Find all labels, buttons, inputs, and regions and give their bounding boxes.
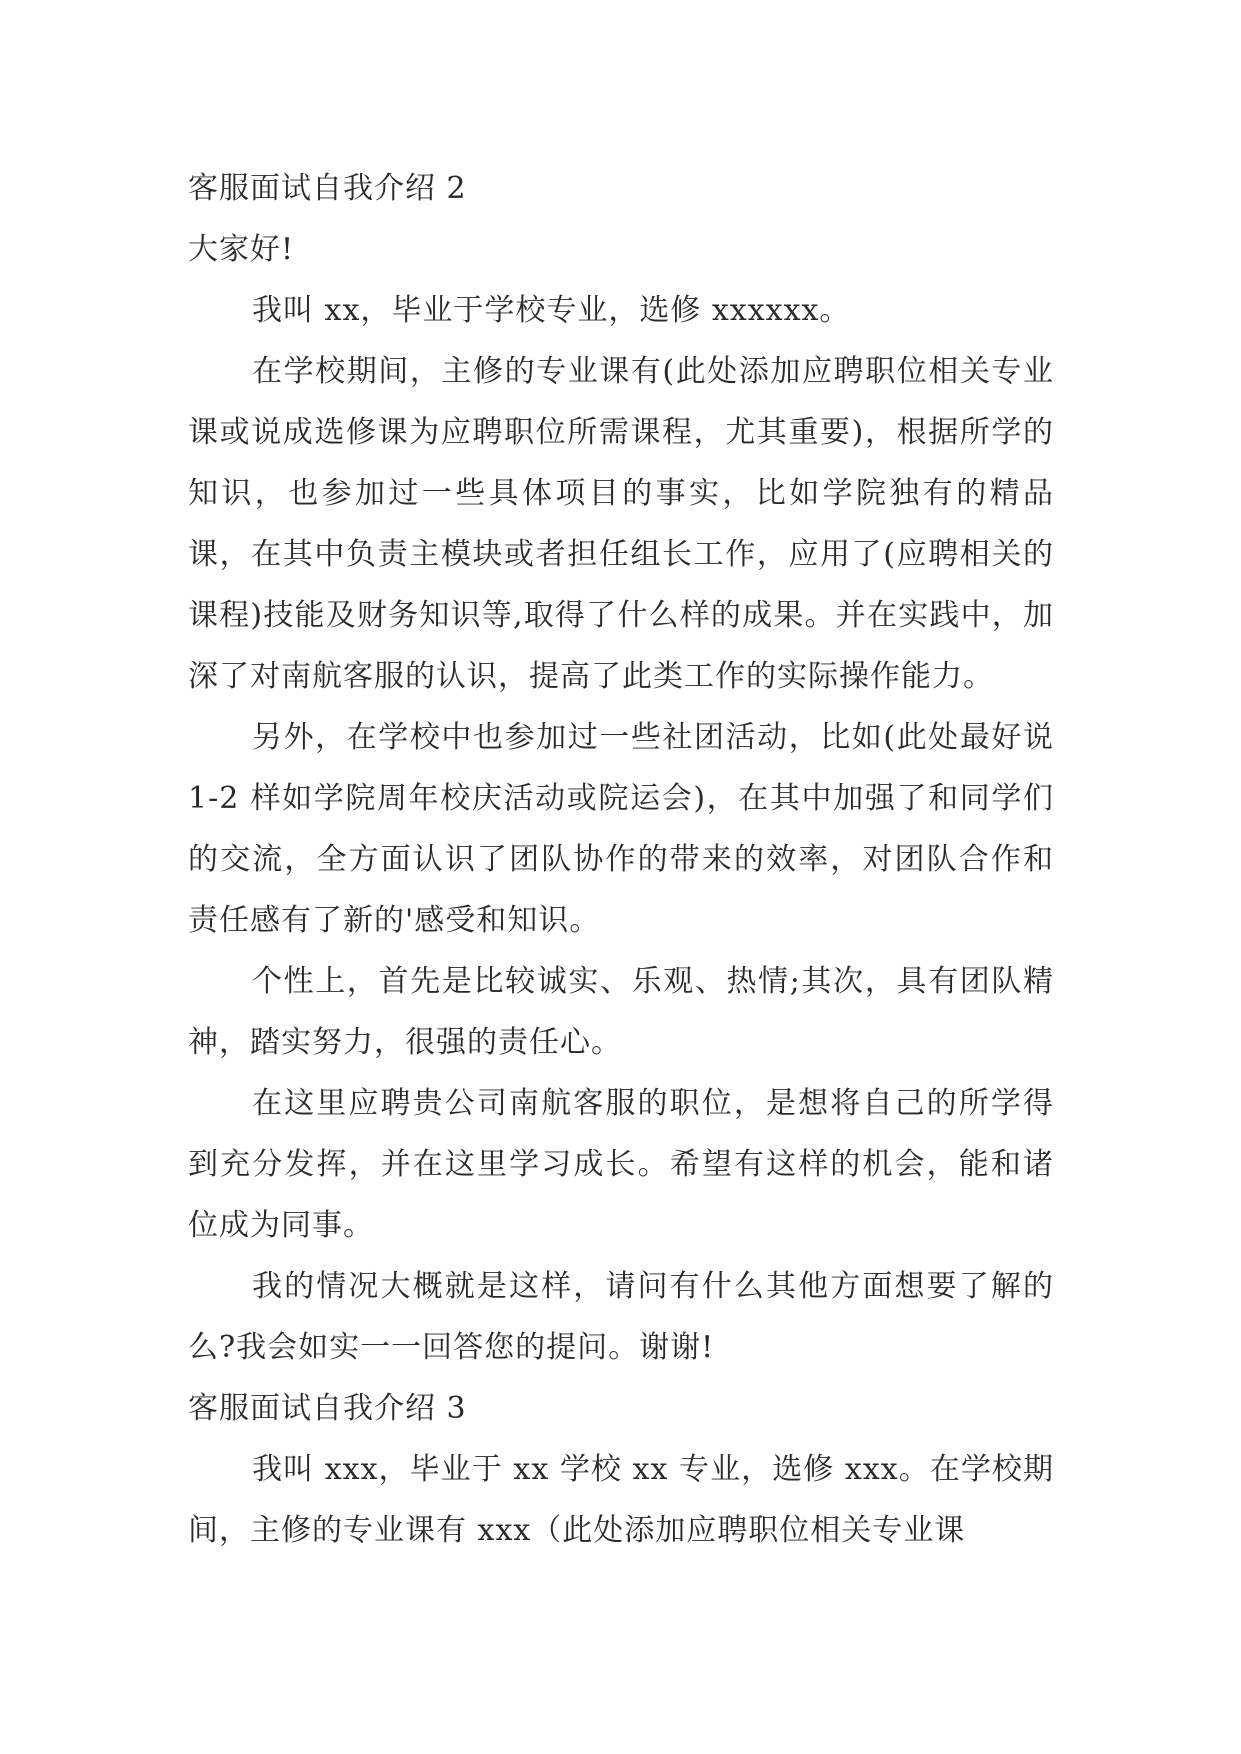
paragraph-activities: 另外，在学校中也参加过一些社团活动，比如(此处最好说 1-2 样如学院周年校庆活动或院运会)，在其中加强了和同学们的交流，全方面认识了团队协作的带来的效率，对团队合作和责任感有了新的'感受和知识。 bbox=[188, 720, 1054, 938]
greeting-line: 大家好! bbox=[188, 232, 295, 267]
paragraph-section3-intro: 我叫 xxx，毕业于 xx 学校 xx 专业，选修 xxx。在学校期间，主修的专业课有 xxx（此处添加应聘职位相关专业课 bbox=[188, 1452, 1054, 1548]
paragraph-study: 在学校期间，主修的专业课有(此处添加应聘职位相关专业课或说成选修课为应聘职位所需课程，尤其重要)，根据所学的知识，也参加过一些具体项目的事实，比如学院独有的精品课，在其中负责主模块或者担任组长工作，应用了(应聘相关的课程)技能及财务知识等,取得了什么样的成果。并在实践中，加深了对南航客服的认识，提高了此类工作的实际操作能力。 bbox=[188, 354, 1054, 694]
paragraph-intro: 我叫 xx，毕业于学校专业，选修 xxxxxx。 bbox=[252, 293, 851, 328]
paragraph-closing: 我的情况大概就是这样，请问有什么其他方面想要了解的么?我会如实一一回答您的提问。谢谢! bbox=[188, 1269, 1054, 1365]
section-title-2: 客服面试自我介绍 2 bbox=[188, 171, 467, 206]
section-title-3: 客服面试自我介绍 3 bbox=[188, 1391, 467, 1426]
document-body bbox=[188, 158, 1054, 1561]
paragraph-motivation: 在这里应聘贵公司南航客服的职位，是想将自己的所学得到充分发挥，并在这里学习成长。希望有这样的机会，能和诸位成为同事。 bbox=[188, 1086, 1054, 1243]
paragraph-personality: 个性上，首先是比较诚实、乐观、热情;其次，具有团队精神，踏实努力，很强的责任心。 bbox=[188, 964, 1054, 1060]
